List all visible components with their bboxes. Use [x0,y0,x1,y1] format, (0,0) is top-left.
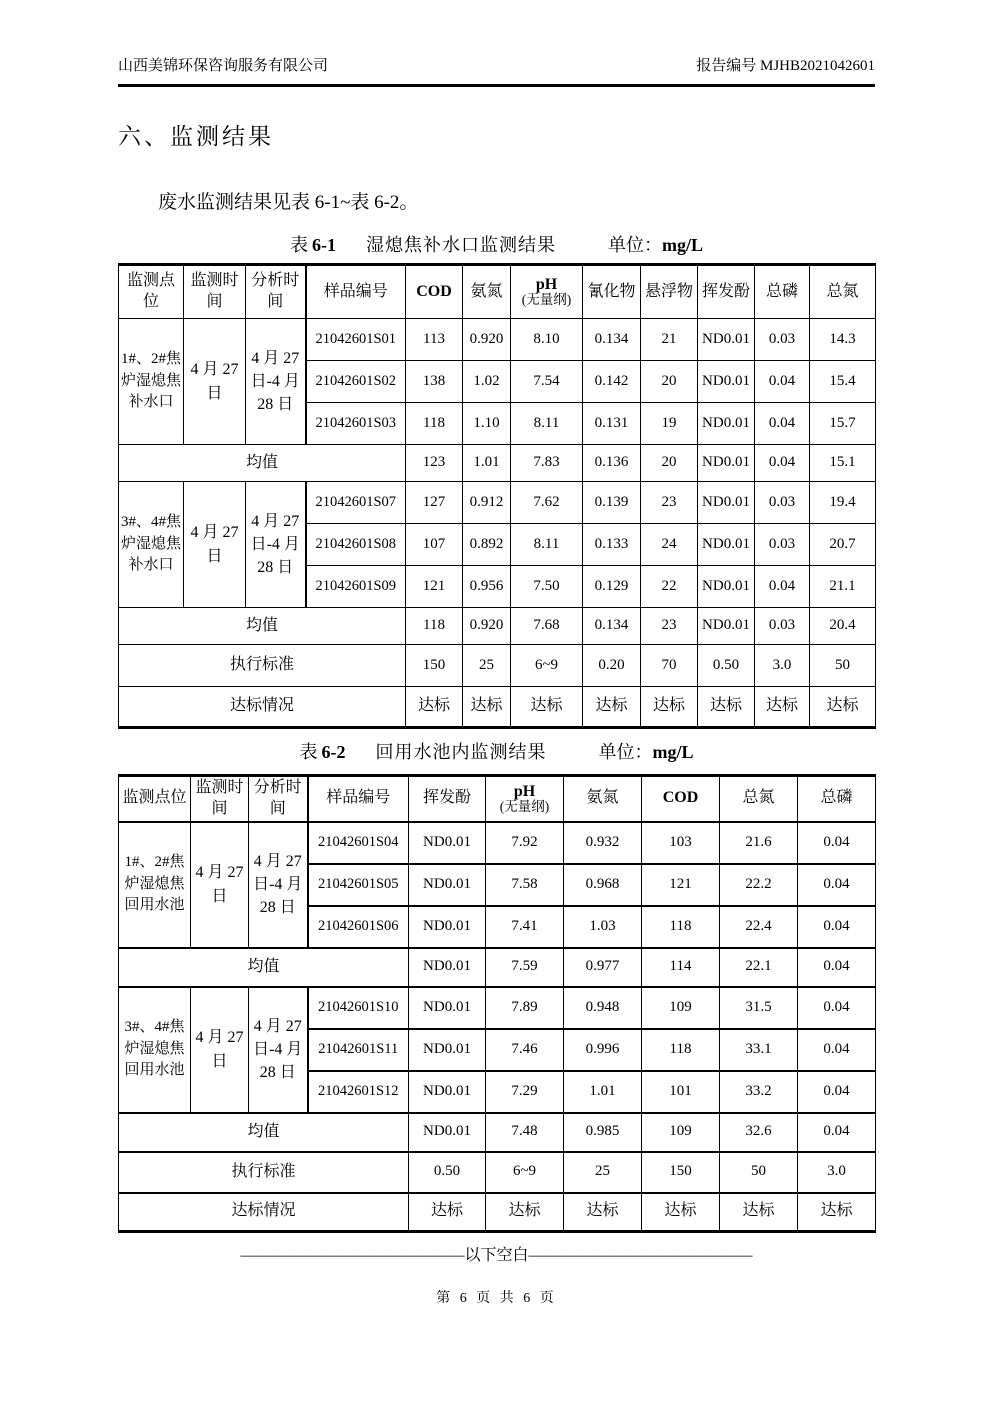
cell-ss: 21 [641,319,698,361]
cell-nh3n: 0.968 [564,864,642,906]
cell-compliance: 达标 [755,687,810,728]
cell-standard-tp: 3.0 [798,1152,876,1193]
cell-cod: 118 [642,1029,720,1071]
cell-ph: 7.89 [486,987,564,1029]
table-row [119,776,876,822]
table-row [119,1152,876,1193]
cell-tp: 0.04 [798,1071,876,1113]
table-row [119,948,876,987]
cell-phenol: ND0.01 [698,319,755,361]
cell-ph: 7.46 [486,1029,564,1071]
cell-cod: 107 [406,524,463,566]
cell-sample-id: 21042601S05 [308,864,409,906]
table1-caption [118,231,875,257]
cell-sample-id: 21042601S08 [306,524,406,566]
table-row [119,687,876,728]
table2-unit-label: 单位： [598,742,653,762]
table2-caption-prefix: 表 [299,742,318,762]
cell-mean-nh3n: 1.01 [463,445,511,482]
cell-sample-id: 21042601S04 [308,822,409,864]
cell-mean-tp: 0.04 [755,445,810,482]
cell-compliance: 达标 [642,1193,720,1232]
col-header-nh3n: 氨氮 [564,776,642,822]
table-6-2 [118,774,876,1233]
cell-compliance: 达标 [641,687,698,728]
cell-tp: 0.04 [798,1029,876,1071]
cell-compliance: 达标 [798,1193,876,1232]
cell-mean-tn: 22.1 [720,948,798,987]
cell-tn: 20.7 [810,524,876,566]
cell-ph: 8.10 [511,319,583,361]
cell-cyanide: 0.134 [583,319,641,361]
cell-mean-phenol: ND0.01 [409,1113,486,1152]
cell-phenol: ND0.01 [409,864,486,906]
cell-sample-id: 21042601S06 [308,906,409,948]
cell-mean-label: 均值 [119,445,406,482]
cell-tp: 0.04 [755,361,810,403]
cell-mean-tn: 15.1 [810,445,876,482]
cell-cod: 138 [406,361,463,403]
cell-ss: 19 [641,403,698,445]
cell-analysis-time: 4 月 27 日-4 月 28 日 [249,987,308,1113]
col-header-ss: 悬浮物 [641,265,698,319]
cell-compliance: 达标 [406,687,463,728]
cell-mean-phenol: ND0.01 [698,608,755,645]
table2-caption-title: 回用水池内监测结果 [375,742,547,762]
cell-nh3n: 0.956 [463,566,511,608]
cell-mean-tp: 0.04 [798,948,876,987]
cell-cyanide: 0.139 [583,482,641,524]
section-title: 六、监测结果 [118,124,274,149]
cell-phenol: ND0.01 [698,524,755,566]
cell-tp: 0.04 [798,987,876,1029]
cell-monitor-time: 4 月 27 日 [191,822,249,948]
cell-compliance: 达标 [486,1193,564,1232]
cell-standard-cod: 150 [642,1152,720,1193]
cell-cyanide: 0.131 [583,403,641,445]
ph-unit-note: (无量纲) [499,799,550,815]
cell-standard-tp: 3.0 [755,645,810,687]
cell-nh3n: 1.01 [564,1071,642,1113]
cell-mean-cod: 118 [406,608,463,645]
table1-caption-title: 湿熄焦补水口监测结果 [365,235,556,255]
cell-sample-id: 21042601S02 [306,361,406,403]
cell-mean-label: 均值 [119,608,406,645]
col-header-tn: 总氮 [720,776,798,822]
table-6-1 [118,263,876,729]
cell-compliance: 达标 [409,1193,486,1232]
cell-tn: 15.4 [810,361,876,403]
cell-phenol: ND0.01 [698,566,755,608]
col-header-ph [486,776,564,822]
cell-cod: 118 [406,403,463,445]
cell-standard-tn: 50 [810,645,876,687]
cell-nh3n: 0.920 [463,319,511,361]
cell-ph: 7.41 [486,906,564,948]
page-number: 第 6 页 共 6 页 [436,1291,557,1307]
table1-caption-number: 6-1 [311,235,336,255]
cell-compliance: 达标 [720,1193,798,1232]
cell-standard-label: 执行标准 [119,645,406,687]
table-row [119,1193,876,1232]
cell-mean-ss: 20 [641,445,698,482]
cell-mean-nh3n: 0.977 [564,948,642,987]
col-header-sample-id: 样品编号 [308,776,409,822]
table-row [119,482,876,524]
cell-mean-ph: 7.68 [511,608,583,645]
table2-unit: mg/L [652,742,694,762]
cell-mean-tn: 32.6 [720,1113,798,1152]
cell-mean-cyanide: 0.136 [583,445,641,482]
cell-phenol: ND0.01 [409,987,486,1029]
table-row [119,987,876,1029]
cell-tn: 21.6 [720,822,798,864]
cell-mean-cod: 109 [642,1113,720,1152]
cell-sample-id: 21042601S11 [308,1029,409,1071]
col-header-analysis-time: 分析时间 [246,265,306,319]
cell-phenol: ND0.01 [409,1071,486,1113]
cell-ph: 7.29 [486,1071,564,1113]
cell-phenol: ND0.01 [409,1029,486,1071]
cell-nh3n: 1.10 [463,403,511,445]
cell-ph: 8.11 [511,403,583,445]
cell-cod: 113 [406,319,463,361]
cell-nh3n: 0.912 [463,482,511,524]
cell-ss: 23 [641,482,698,524]
report-page [118,0,875,1307]
cell-analysis-time: 4 月 27 日-4 月 28 日 [249,822,308,948]
table-row [119,822,876,864]
cell-standard-nh3n: 25 [463,645,511,687]
cell-sample-id: 21042601S10 [308,987,409,1029]
cell-compliance-label: 达标情况 [119,687,406,728]
table1-unit: mg/L [661,235,703,255]
cell-cod: 121 [642,864,720,906]
cell-ph: 8.11 [511,524,583,566]
cell-phenol: ND0.01 [698,482,755,524]
table-row [119,1113,876,1152]
cell-sample-id: 21042601S03 [306,403,406,445]
table-row [119,645,876,687]
cell-mean-tn: 20.4 [810,608,876,645]
cell-tn: 19.4 [810,482,876,524]
col-header-tp: 总磷 [755,265,810,319]
cell-cod: 103 [642,822,720,864]
cell-tp: 0.04 [755,566,810,608]
cell-compliance: 达标 [511,687,583,728]
cell-nh3n: 0.996 [564,1029,642,1071]
cell-mean-phenol: ND0.01 [698,445,755,482]
cell-standard-phenol: 0.50 [698,645,755,687]
cell-tp: 0.04 [798,822,876,864]
cell-ph: 7.50 [511,566,583,608]
col-header-site: 监测点位 [119,776,191,822]
col-header-cyanide: 氰化物 [583,265,641,319]
cell-nh3n: 0.892 [463,524,511,566]
company-name: 山西美锦环保咨询服务有限公司 [118,58,329,74]
cell-standard-cyanide: 0.20 [583,645,641,687]
cell-sample-id: 21042601S12 [308,1071,409,1113]
cell-sample-id: 21042601S01 [306,319,406,361]
col-header-analysis-time: 分析时间 [249,776,308,822]
cell-sample-id: 21042601S07 [306,482,406,524]
cell-compliance: 达标 [810,687,876,728]
col-header-ph [511,265,583,319]
cell-cyanide: 0.129 [583,566,641,608]
cell-site: 1#、2#焦炉湿熄焦补水口 [119,319,184,445]
intro-paragraph: 废水监测结果见表 6-1~表 6-2。 [158,192,419,213]
page-header [118,0,875,87]
cell-tp: 0.04 [798,906,876,948]
cell-mean-label: 均值 [119,948,409,987]
cell-compliance-label: 达标情况 [119,1193,409,1232]
cell-tp: 0.03 [755,482,810,524]
ph-label: pH [513,782,536,800]
cell-nh3n: 1.03 [564,906,642,948]
cell-cyanide: 0.142 [583,361,641,403]
cell-tp: 0.03 [755,524,810,566]
table-row [119,445,876,482]
cell-standard-ph: 6~9 [511,645,583,687]
cell-mean-tp: 0.04 [798,1113,876,1152]
cell-standard-nh3n: 25 [564,1152,642,1193]
cell-site: 1#、2#焦炉湿熄焦回用水池 [119,822,191,948]
cell-ph: 7.92 [486,822,564,864]
blank-below-note: ——————————————以下空白—————————————— [240,1247,753,1265]
cell-mean-tp: 0.03 [755,608,810,645]
cell-standard-ss: 70 [641,645,698,687]
cell-tn: 21.1 [810,566,876,608]
ph-unit-note: (无量纲) [521,292,572,308]
cell-cod: 101 [642,1071,720,1113]
cell-mean-ss: 23 [641,608,698,645]
cell-ph: 7.58 [486,864,564,906]
cell-analysis-time: 4 月 27 日-4 月 28 日 [246,482,306,608]
cell-mean-nh3n: 0.985 [564,1113,642,1152]
cell-ss: 22 [641,566,698,608]
cell-monitor-time: 4 月 27 日 [184,482,246,608]
cell-tp: 0.04 [798,864,876,906]
cell-tn: 33.1 [720,1029,798,1071]
cell-ss: 20 [641,361,698,403]
cell-ph: 7.62 [511,482,583,524]
cell-mean-cod: 114 [642,948,720,987]
cell-site: 3#、4#焦炉湿熄焦补水口 [119,482,184,608]
cell-standard-phenol: 0.50 [409,1152,486,1193]
cell-mean-phenol: ND0.01 [409,948,486,987]
cell-nh3n: 0.932 [564,822,642,864]
cell-monitor-time: 4 月 27 日 [184,319,246,445]
col-header-phenol: 挥发酚 [698,265,755,319]
cell-compliance: 达标 [583,687,641,728]
cell-phenol: ND0.01 [409,822,486,864]
cell-tn: 33.2 [720,1071,798,1113]
table2-caption-number: 6-2 [321,742,346,762]
cell-standard-label: 执行标准 [119,1152,409,1193]
cell-compliance: 达标 [463,687,511,728]
cell-tn: 31.5 [720,987,798,1029]
col-header-tp: 总磷 [798,776,876,822]
cell-ss: 24 [641,524,698,566]
table1-unit-label: 单位： [607,235,662,255]
cell-standard-tn: 50 [720,1152,798,1193]
cell-monitor-time: 4 月 27 日 [191,987,249,1113]
cell-phenol: ND0.01 [409,906,486,948]
cell-sample-id: 21042601S09 [306,566,406,608]
table-row [119,608,876,645]
ph-label: pH [535,275,558,293]
table-row [119,265,876,319]
cell-nh3n: 1.02 [463,361,511,403]
cell-mean-ph: 7.59 [486,948,564,987]
cell-analysis-time: 4 月 27 日-4 月 28 日 [246,319,306,445]
cell-mean-label: 均值 [119,1113,409,1152]
cell-cyanide: 0.133 [583,524,641,566]
col-header-cod: COD [406,265,463,319]
col-header-sample-id: 样品编号 [306,265,406,319]
table-row [119,319,876,361]
cell-mean-cod: 123 [406,445,463,482]
col-header-phenol: 挥发酚 [409,776,486,822]
cell-mean-cyanide: 0.134 [583,608,641,645]
cell-tn: 22.4 [720,906,798,948]
cell-tn: 22.2 [720,864,798,906]
col-header-tn: 总氮 [810,265,876,319]
cell-nh3n: 0.948 [564,987,642,1029]
cell-cod: 127 [406,482,463,524]
col-header-cod: COD [642,776,720,822]
report-number: 报告编号 MJHB2021042601 [696,58,875,74]
cell-cod: 121 [406,566,463,608]
cell-compliance: 达标 [698,687,755,728]
cell-mean-ph: 7.48 [486,1113,564,1152]
col-header-monitor-time: 监测时间 [191,776,249,822]
cell-cod: 109 [642,987,720,1029]
cell-tp: 0.03 [755,319,810,361]
cell-mean-ph: 7.83 [511,445,583,482]
cell-phenol: ND0.01 [698,361,755,403]
col-header-site: 监测点位 [119,265,184,319]
cell-tn: 15.7 [810,403,876,445]
table1-caption-prefix: 表 [289,235,308,255]
cell-tp: 0.04 [755,403,810,445]
col-header-monitor-time: 监测时间 [184,265,246,319]
cell-site: 3#、4#焦炉湿熄焦回用水池 [119,987,191,1113]
col-header-nh3n: 氨氮 [463,265,511,319]
cell-standard-cod: 150 [406,645,463,687]
table2-caption [118,738,875,764]
cell-tn: 14.3 [810,319,876,361]
cell-compliance: 达标 [564,1193,642,1232]
cell-ph: 7.54 [511,361,583,403]
cell-cod: 118 [642,906,720,948]
cell-phenol: ND0.01 [698,403,755,445]
cell-standard-ph: 6~9 [486,1152,564,1193]
cell-mean-nh3n: 0.920 [463,608,511,645]
